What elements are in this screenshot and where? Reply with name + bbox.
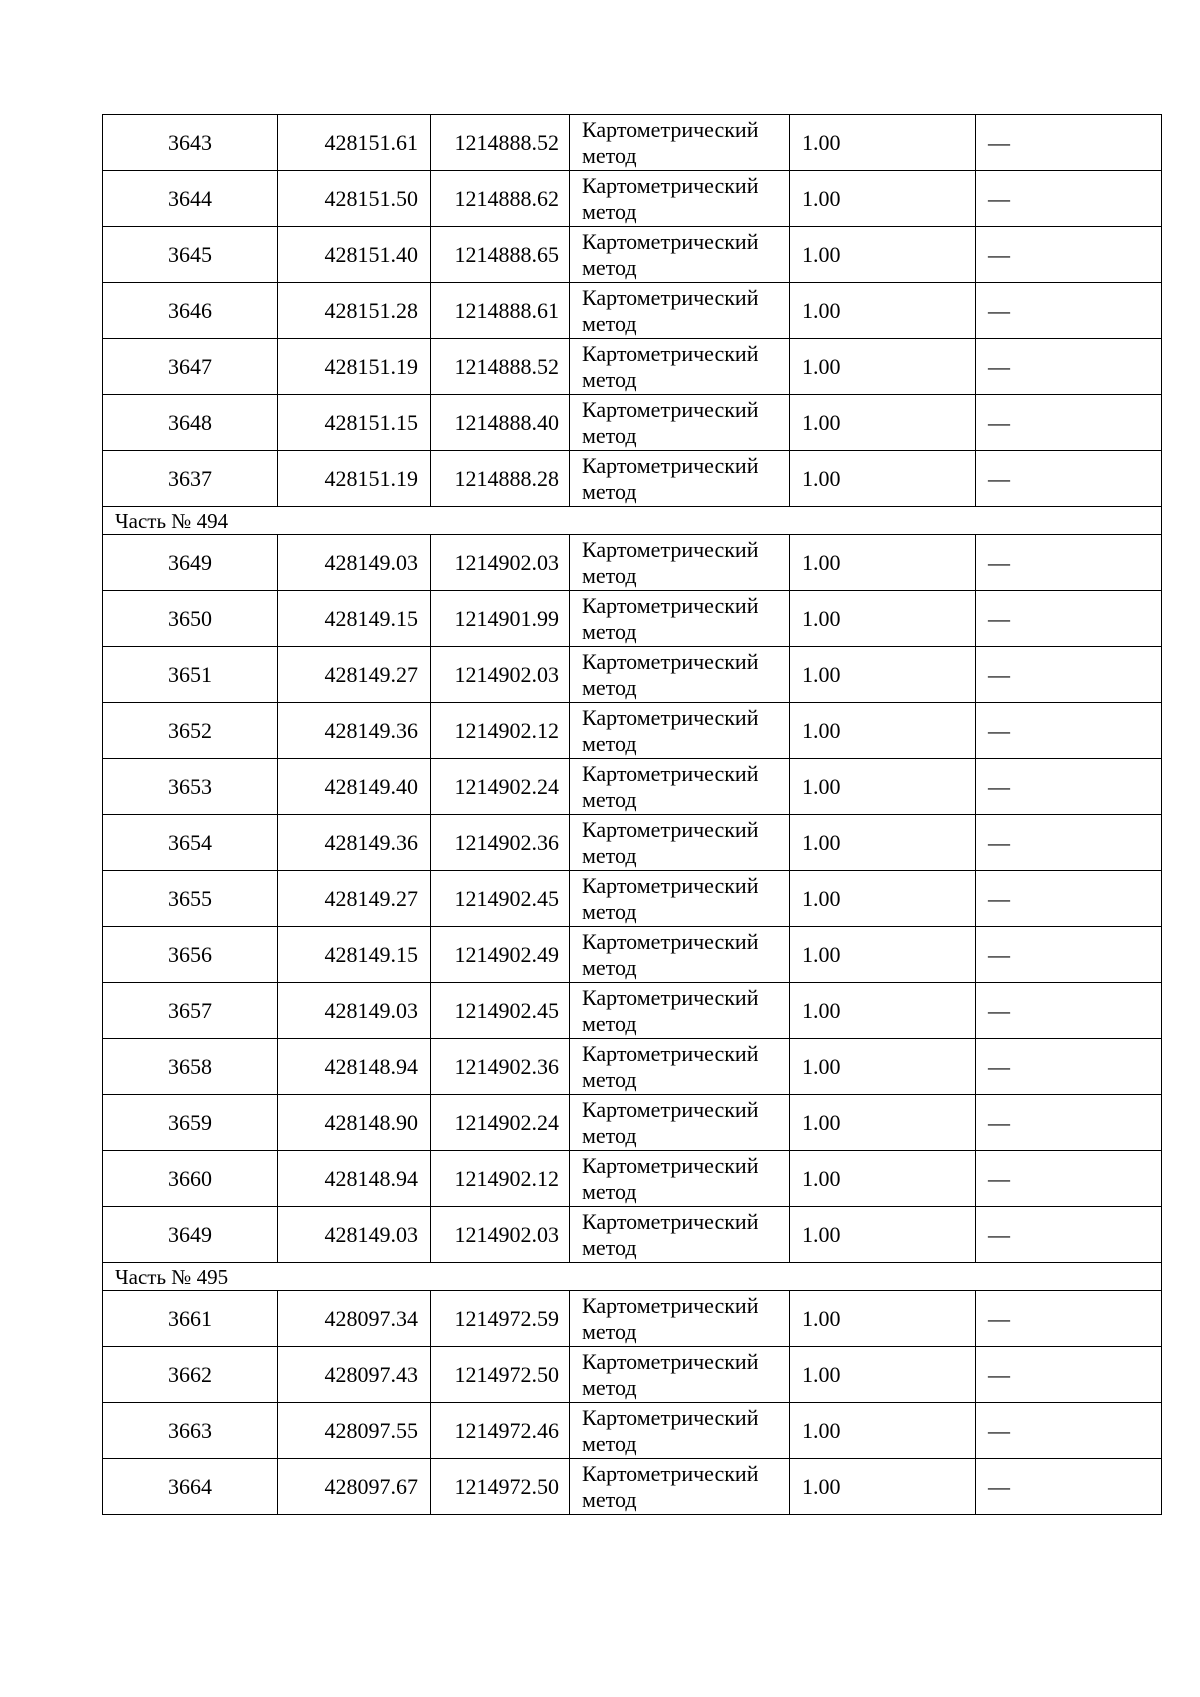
coord-y: 1214972.46 (431, 1403, 570, 1459)
coord-y: 1214902.49 (431, 927, 570, 983)
method-line-1: Картометрический (582, 984, 759, 1010)
method-line-1: Картометрический (582, 340, 759, 366)
accuracy: 1.00 (790, 703, 976, 759)
coord-y: 1214972.50 (431, 1459, 570, 1515)
method-line-2: метод (582, 1066, 637, 1092)
coord-x: 428097.55 (278, 1403, 431, 1459)
coordinates-table (102, 114, 1162, 1515)
accuracy: 1.00 (790, 871, 976, 927)
method-line-2: метод (582, 898, 637, 924)
table-row (103, 395, 1162, 451)
method-line-2: метод (582, 1178, 637, 1204)
point-number: 3663 (103, 1403, 278, 1459)
method-cell (570, 1347, 790, 1403)
coord-y: 1214902.12 (431, 1151, 570, 1207)
coord-y: 1214888.65 (431, 227, 570, 283)
method-line-1: Картометрический (582, 284, 759, 310)
description: — (976, 171, 1162, 227)
description: — (976, 927, 1162, 983)
part-label: Часть № 494 (103, 507, 1162, 535)
method-cell (570, 1459, 790, 1515)
method-line-1: Картометрический (582, 760, 759, 786)
coord-y: 1214902.03 (431, 1207, 570, 1263)
method-line-2: метод (582, 254, 637, 280)
coord-y: 1214902.36 (431, 815, 570, 871)
accuracy: 1.00 (790, 1347, 976, 1403)
table-row (103, 1347, 1162, 1403)
accuracy: 1.00 (790, 1207, 976, 1263)
method-line-1: Картометрический (582, 1096, 759, 1122)
table-row (103, 1207, 1162, 1263)
method-line-2: метод (582, 1122, 637, 1148)
coord-x: 428149.15 (278, 927, 431, 983)
coord-y: 1214901.99 (431, 591, 570, 647)
accuracy: 1.00 (790, 1039, 976, 1095)
point-number: 3637 (103, 451, 278, 507)
method-line-1: Картометрический (582, 536, 759, 562)
coord-y: 1214972.50 (431, 1347, 570, 1403)
coord-x: 428151.50 (278, 171, 431, 227)
method-line-1: Картометрический (582, 872, 759, 898)
method-line-2: метод (582, 786, 637, 812)
method-line-2: метод (582, 142, 637, 168)
point-number: 3652 (103, 703, 278, 759)
description: — (976, 535, 1162, 591)
coordinates-table-body (103, 115, 1162, 1515)
point-number: 3643 (103, 115, 278, 171)
method-line-1: Картометрический (582, 1040, 759, 1066)
table-row (103, 703, 1162, 759)
method-cell (570, 927, 790, 983)
method-line-2: метод (582, 198, 637, 224)
method-cell (570, 759, 790, 815)
coord-y: 1214902.45 (431, 871, 570, 927)
method-cell (570, 339, 790, 395)
coord-x: 428149.03 (278, 983, 431, 1039)
coord-y: 1214902.03 (431, 535, 570, 591)
part-header-row (103, 1263, 1162, 1291)
description: — (976, 871, 1162, 927)
method-line-1: Картометрический (582, 704, 759, 730)
point-number: 3644 (103, 171, 278, 227)
accuracy: 1.00 (790, 395, 976, 451)
accuracy: 1.00 (790, 535, 976, 591)
coord-x: 428151.40 (278, 227, 431, 283)
accuracy: 1.00 (790, 983, 976, 1039)
description: — (976, 1403, 1162, 1459)
method-line-1: Картометрический (582, 396, 759, 422)
coord-x: 428097.34 (278, 1291, 431, 1347)
method-cell (570, 1039, 790, 1095)
point-number: 3656 (103, 927, 278, 983)
method-line-2: метод (582, 422, 637, 448)
method-line-1: Картометрический (582, 1208, 759, 1234)
coord-y: 1214902.24 (431, 1095, 570, 1151)
method-line-2: метод (582, 1318, 637, 1344)
coord-x: 428151.19 (278, 451, 431, 507)
method-line-1: Картометрический (582, 1152, 759, 1178)
coord-x: 428151.15 (278, 395, 431, 451)
method-line-1: Картометрический (582, 928, 759, 954)
accuracy: 1.00 (790, 647, 976, 703)
coord-y: 1214888.61 (431, 283, 570, 339)
method-cell (570, 227, 790, 283)
method-line-2: метод (582, 1234, 637, 1260)
coord-x: 428149.36 (278, 703, 431, 759)
accuracy: 1.00 (790, 759, 976, 815)
method-line-2: метод (582, 1430, 637, 1456)
description: — (976, 983, 1162, 1039)
description: — (976, 1151, 1162, 1207)
method-line-2: метод (582, 562, 637, 588)
method-line-1: Картометрический (582, 1460, 759, 1486)
accuracy: 1.00 (790, 171, 976, 227)
accuracy: 1.00 (790, 451, 976, 507)
method-cell (570, 983, 790, 1039)
method-line-2: метод (582, 366, 637, 392)
accuracy: 1.00 (790, 115, 976, 171)
method-cell (570, 703, 790, 759)
coord-y: 1214972.59 (431, 1291, 570, 1347)
method-line-2: метод (582, 674, 637, 700)
table-row (103, 759, 1162, 815)
description: — (976, 1039, 1162, 1095)
method-cell (570, 871, 790, 927)
coord-x: 428151.28 (278, 283, 431, 339)
method-cell (570, 1095, 790, 1151)
method-line-2: метод (582, 842, 637, 868)
description: — (976, 591, 1162, 647)
coord-x: 428149.36 (278, 815, 431, 871)
description: — (976, 759, 1162, 815)
coord-y: 1214888.62 (431, 171, 570, 227)
accuracy: 1.00 (790, 1403, 976, 1459)
coord-x: 428149.27 (278, 647, 431, 703)
method-cell (570, 1151, 790, 1207)
coord-x: 428149.03 (278, 535, 431, 591)
accuracy: 1.00 (790, 1151, 976, 1207)
accuracy: 1.00 (790, 1291, 976, 1347)
description: — (976, 1291, 1162, 1347)
method-line-2: метод (582, 1374, 637, 1400)
coord-x: 428148.90 (278, 1095, 431, 1151)
table-row (103, 339, 1162, 395)
point-number: 3649 (103, 1207, 278, 1263)
table-row (103, 1459, 1162, 1515)
coord-y: 1214902.36 (431, 1039, 570, 1095)
method-cell (570, 647, 790, 703)
table-row (103, 227, 1162, 283)
method-line-2: метод (582, 1010, 637, 1036)
description: — (976, 703, 1162, 759)
accuracy: 1.00 (790, 815, 976, 871)
point-number: 3654 (103, 815, 278, 871)
method-line-1: Картометрический (582, 1292, 759, 1318)
table-row (103, 451, 1162, 507)
part-label: Часть № 495 (103, 1263, 1162, 1291)
method-line-1: Картометрический (582, 116, 759, 142)
table-row (103, 927, 1162, 983)
method-cell (570, 283, 790, 339)
description: — (976, 283, 1162, 339)
point-number: 3649 (103, 535, 278, 591)
method-line-2: метод (582, 618, 637, 644)
description: — (976, 647, 1162, 703)
coord-y: 1214888.52 (431, 115, 570, 171)
accuracy: 1.00 (790, 227, 976, 283)
coord-y: 1214902.45 (431, 983, 570, 1039)
method-cell (570, 815, 790, 871)
coord-y: 1214902.24 (431, 759, 570, 815)
table-row (103, 535, 1162, 591)
table-row (103, 115, 1162, 171)
coord-y: 1214888.28 (431, 451, 570, 507)
coord-y: 1214902.12 (431, 703, 570, 759)
coord-x: 428149.03 (278, 1207, 431, 1263)
method-cell (570, 591, 790, 647)
coord-x: 428149.40 (278, 759, 431, 815)
coord-x: 428148.94 (278, 1151, 431, 1207)
description: — (976, 1347, 1162, 1403)
accuracy: 1.00 (790, 1095, 976, 1151)
part-header-row (103, 507, 1162, 535)
coord-x: 428149.27 (278, 871, 431, 927)
point-number: 3647 (103, 339, 278, 395)
method-cell (570, 171, 790, 227)
table-row (103, 1151, 1162, 1207)
point-number: 3658 (103, 1039, 278, 1095)
table-row (103, 1095, 1162, 1151)
point-number: 3660 (103, 1151, 278, 1207)
point-number: 3645 (103, 227, 278, 283)
point-number: 3664 (103, 1459, 278, 1515)
coord-x: 428097.43 (278, 1347, 431, 1403)
method-cell (570, 1403, 790, 1459)
description: — (976, 1459, 1162, 1515)
point-number: 3653 (103, 759, 278, 815)
coord-y: 1214888.52 (431, 339, 570, 395)
coord-x: 428151.19 (278, 339, 431, 395)
table-row (103, 815, 1162, 871)
table-row (103, 171, 1162, 227)
coord-x: 428148.94 (278, 1039, 431, 1095)
description: — (976, 339, 1162, 395)
accuracy: 1.00 (790, 339, 976, 395)
table-row (103, 871, 1162, 927)
accuracy: 1.00 (790, 591, 976, 647)
coord-y: 1214902.03 (431, 647, 570, 703)
point-number: 3650 (103, 591, 278, 647)
coord-x: 428097.67 (278, 1459, 431, 1515)
description: — (976, 815, 1162, 871)
method-line-2: метод (582, 730, 637, 756)
coord-x: 428149.15 (278, 591, 431, 647)
point-number: 3651 (103, 647, 278, 703)
point-number: 3646 (103, 283, 278, 339)
description: — (976, 1095, 1162, 1151)
table-row (103, 1039, 1162, 1095)
point-number: 3662 (103, 1347, 278, 1403)
method-line-1: Картометрический (582, 648, 759, 674)
accuracy: 1.00 (790, 283, 976, 339)
coord-x: 428151.61 (278, 115, 431, 171)
accuracy: 1.00 (790, 927, 976, 983)
table-row (103, 283, 1162, 339)
table-row (103, 591, 1162, 647)
method-cell (570, 395, 790, 451)
coord-y: 1214888.40 (431, 395, 570, 451)
method-cell (570, 115, 790, 171)
point-number: 3659 (103, 1095, 278, 1151)
description: — (976, 227, 1162, 283)
method-line-1: Картометрический (582, 228, 759, 254)
accuracy: 1.00 (790, 1459, 976, 1515)
description: — (976, 451, 1162, 507)
method-cell (570, 535, 790, 591)
point-number: 3657 (103, 983, 278, 1039)
description: — (976, 115, 1162, 171)
method-cell (570, 451, 790, 507)
description: — (976, 395, 1162, 451)
method-line-2: метод (582, 310, 637, 336)
method-line-1: Картометрический (582, 816, 759, 842)
method-line-2: метод (582, 1486, 637, 1512)
method-line-1: Картометрический (582, 1348, 759, 1374)
point-number: 3655 (103, 871, 278, 927)
method-line-1: Картометрический (582, 452, 759, 478)
method-line-1: Картометрический (582, 1404, 759, 1430)
method-line-2: метод (582, 478, 637, 504)
point-number: 3648 (103, 395, 278, 451)
method-cell (570, 1207, 790, 1263)
method-line-1: Картометрический (582, 172, 759, 198)
method-line-2: метод (582, 954, 637, 980)
table-row (103, 983, 1162, 1039)
method-line-1: Картометрический (582, 592, 759, 618)
description: — (976, 1207, 1162, 1263)
method-cell (570, 1291, 790, 1347)
table-row (103, 647, 1162, 703)
point-number: 3661 (103, 1291, 278, 1347)
table-row (103, 1403, 1162, 1459)
table-row (103, 1291, 1162, 1347)
